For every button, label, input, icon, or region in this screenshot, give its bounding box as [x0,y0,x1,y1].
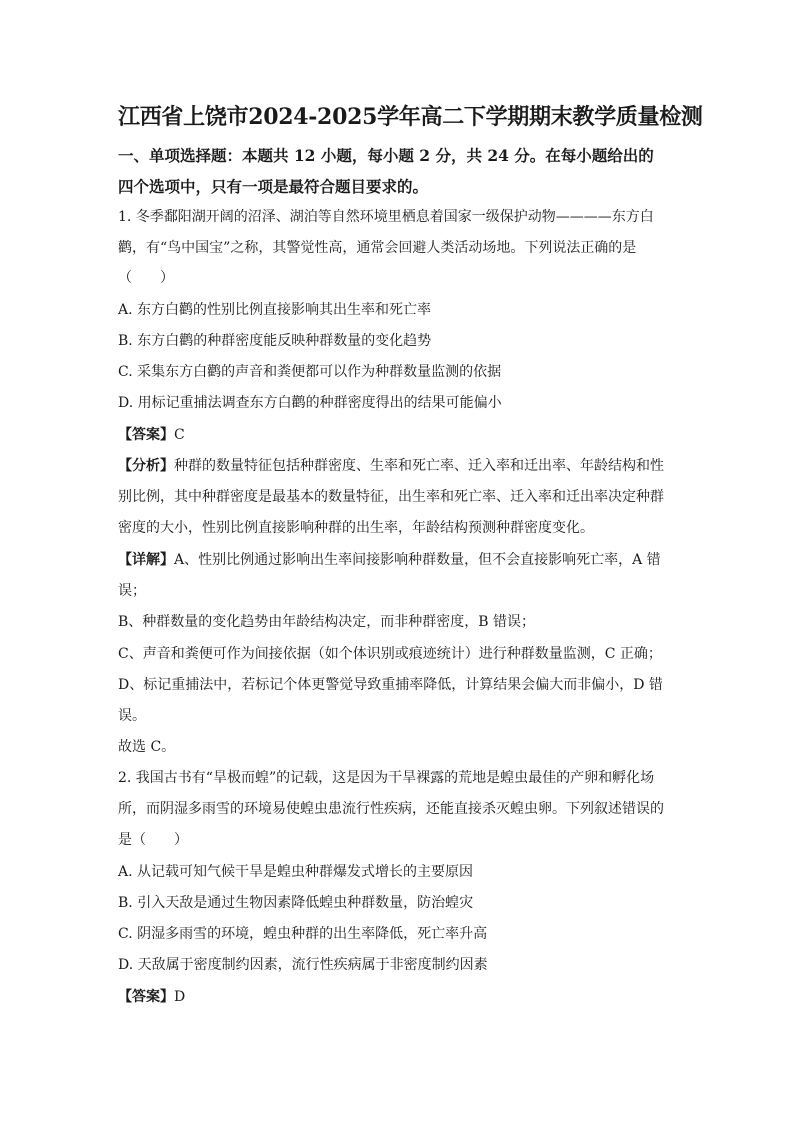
q1-option-d: D. 用标记重捕法调查东方白鹳的种群密度得出的结果可能偏小 [118,395,502,411]
q1-analysis-line-2: 别比例，其中种群密度是最基本的数量特征，出生率和死亡率、迁入率和迁出率决定种群 [118,489,664,505]
q2-answer [118,987,185,1007]
q1-detail-line-4: C、声音和粪便可作为间接依据（如个体识别或痕迹统计）进行种群数量监测，C 正确； [118,646,662,662]
q1-analysis-text-1: 种群的数量特征包括种群密度、生率和死亡率、迁入率和迁出率、年龄结构和性 [174,458,664,474]
q1-stem-line-1: 1. 冬季鄱阳湖开阔的沼泽、湖泊等自然环境里栖息着国家一级保护动物————东方白 [118,209,654,225]
q1-detail-line-6: 误。 [118,708,146,724]
q1-analysis-line-3: 密度的大小，性别比例直接影响种群的出生率，年龄结构预测种群密度变化。 [118,520,594,536]
section-heading [118,140,678,202]
document-title: 江西省上饶市2024-2025学年高二下学期期末教学质量检测 [118,104,703,130]
q2-option-d: D. 天敌属于密度制约因素，流行性疾病属于非密度制约因素 [118,957,488,973]
q2-stem-line-1: 2. 我国古书有“旱极而蝗”的记载，这是因为干旱裸露的荒地是蝗虫最佳的产卵和孵化场 [118,770,655,786]
q1-detail-line-3: B、种群数量的变化趋势由年龄结构决定，而非种群密度，B 错误； [118,614,536,630]
q1-detail-text-1: A、性别比例通过影响出生率间接影响种群数量，但不会直接影响死亡率，A 错 [174,552,661,568]
q2-option-a: A. 从记载可知气候干旱是蝗虫种群爆发式增长的主要原因 [118,864,474,880]
q1-answer-tag: 【答案】 [118,427,174,443]
q1-option-a: A. 东方白鹳的性别比例直接影响其出生率和死亡率 [118,302,432,318]
q1-option-c: C. 采集东方白鹳的声音和粪便都可以作为种群数量监测的依据 [118,364,502,380]
q1-answer [118,425,185,445]
q1-detail-line-2: 误； [118,583,146,599]
q2-answer-tag: 【答案】 [118,989,174,1005]
q2-option-c: C. 阴湿多雨雪的环境，蝗虫种群的出生率降低，死亡率升高 [118,926,488,942]
q1-analysis-tag: 【分析】 [118,458,174,474]
q1-detail-line-1 [118,550,661,570]
q1-stem-line-2: 鹳，有“鸟中国宝”之称，其警觉性高，通常会回避人类活动场地。下列说法正确的是 [118,240,637,256]
q2-stem-line-2: 所，而阴湿多雨雪的环境易使蝗虫患流行性疾病，还能直接杀灭蝗虫卵。下列叙述错误的 [118,801,664,817]
q1-answer-value: C [174,427,185,443]
section-heading-line-1: 一、单项选择题：本题共 12 小题，每小题 2 分，共 24 分。在每小题给出的 [118,146,654,165]
q1-stem-line-3: （ ） [118,270,174,286]
q1-analysis-line-1 [118,456,664,476]
q1-conclusion: 故选 C。 [118,739,176,755]
q1-option-b: B. 东方白鹳的种群密度能反映种群数量的变化趋势 [118,333,432,349]
q2-stem-line-3: 是（ ） [118,832,188,848]
section-heading-line-2: 四个选项中，只有一项是最符合题目要求的。 [118,177,429,196]
q1-detail-line-5: D、标记重捕法中，若标记个体更警觉导致重捕率降低，计算结果会偏大而非偏小，D 错 [118,677,663,693]
q1-detail-tag: 【详解】 [118,552,174,568]
q2-option-b: B. 引入天敌是通过生物因素降低蝗虫种群数量，防治蝗灾 [118,895,474,911]
q2-answer-value: D [174,989,186,1005]
